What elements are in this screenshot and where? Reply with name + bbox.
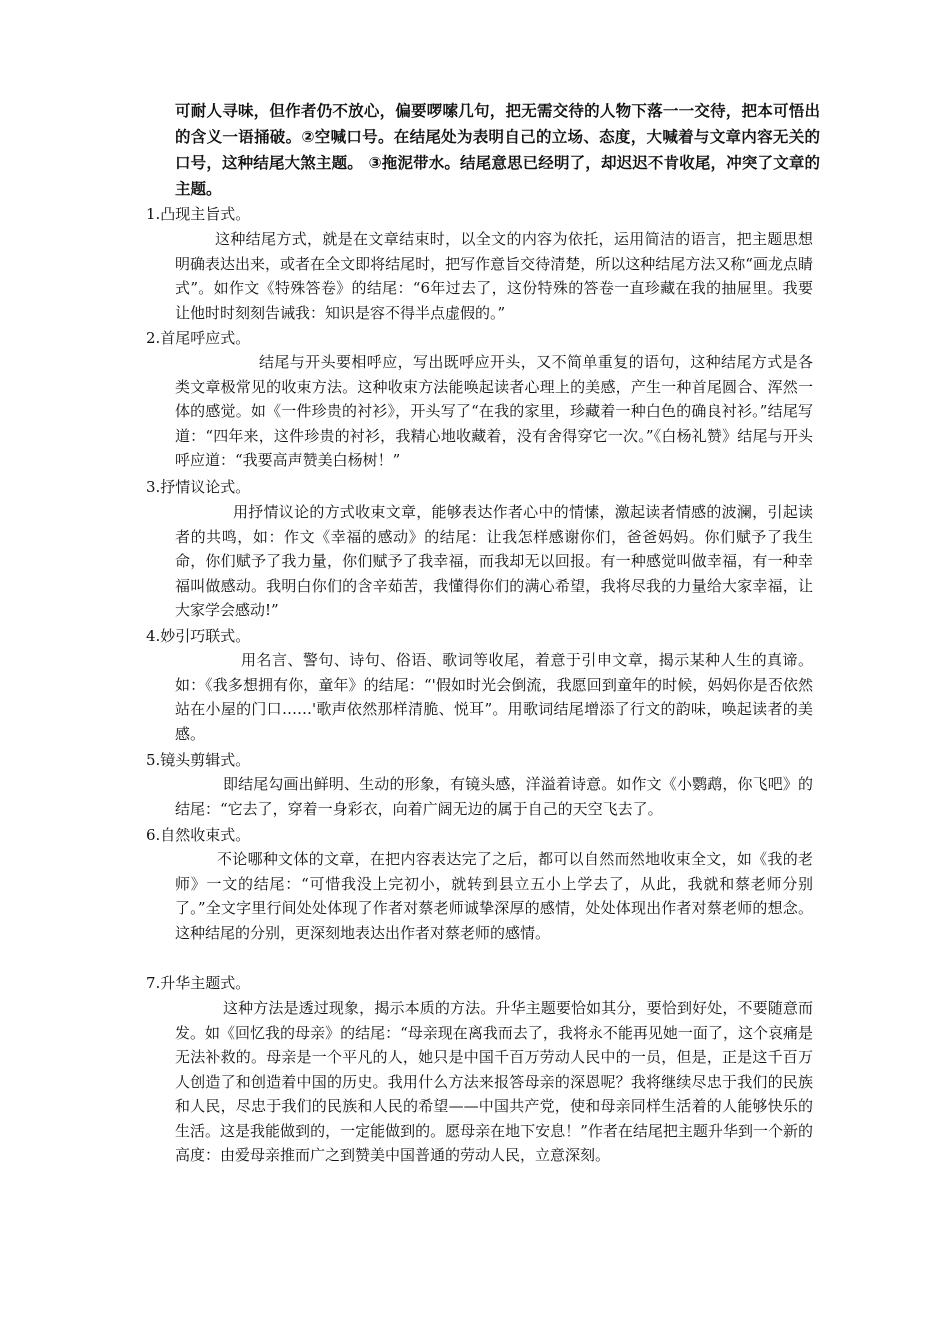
section-heading-2: 2.首尾呼应式。 xyxy=(146,329,251,347)
section-heading-5: 5.镜头剪辑式。 xyxy=(146,751,251,769)
section-heading-7: 7.升华主题式。 xyxy=(146,974,251,992)
section-body-5: 即结尾勾画出鲜明、生动的形象，有镜头感，洋溢着诗意。如作文《小鹦鹉，你飞吧》的结尾：“它去了，穿着一身彩衣，向着广阔无边的属于自己的天空飞去了。 xyxy=(175,775,813,818)
section-body-3: 用抒情议论的方式收束文章，能够表达作者心中的情愫，激起读者情感的波澜，引起读者的共鸣，如：作文《幸福的感动》的结尾：让我怎样感谢你们，爸爸妈妈。你们赋予了我生命，你们赋予了我力量，你们赋予了我幸福，而我却无以回报。有一种感觉叫做幸福，有一种幸福叫做感动。我明白你们的含辛茹苦，我懂得你们的满心希望，我将尽我的力量给大家幸福，让大家学会感动!” xyxy=(175,503,813,619)
section-heading-6: 6.自然收束式。 xyxy=(146,826,251,844)
section-heading-4: 4.妙引巧联式。 xyxy=(146,627,251,645)
section-body-6: 不论哪种文体的文章，在把内容表达完了之后，都可以自然而然地收束全文，如《我的老师》一文的结尾：“可惜我没上完初小，就转到县立五小上学去了，从此，我就和蔡老师分别了。”全文字里行间处处体现了作者对蔡老师诚挚深厚的感情，处处体现出作者对蔡老师的想念。这种结尾的分别，更深刻地表达出作者对蔡老师的感情。 xyxy=(175,850,813,942)
section-body-4: 用名言、警句、诗句、俗语、歌词等收尾，着意于引申文章，揭示某种人生的真谛。如：《我多想拥有你，童年》的结尾：“'假如时光会倒流，我愿回到童年的时候，妈妈你是否依然站在小屋的门口……'歌声依然那样清脆、悦耳”。用歌词结尾增添了行文的韵味，唤起读者的美感。 xyxy=(175,651,813,743)
section-body-1: 这种结尾方式，就是在文章结束时，以全文的内容为依托，运用简洁的语言，把主题思想明确表达出来，或者在全文即将结尾时，把写作意旨交待清楚，所以这种结尾方法又称“画龙点睛式”。如作文《特殊答卷》的结尾：“6年过去了，这份特殊的答卷一直珍藏在我的抽屉里。我要让他时时刻刻告诫我：知识是容不得半点虚假的。” xyxy=(175,230,813,322)
section-body-2: 结尾与开头要相呼应，写出既呼应开头，又不简单重复的语句，这种结尾方式是各类文章极常见的收束方法。这种收束方法能唤起读者心理上的美感，产生一种首尾圆合、浑然一体的感觉。如《一件珍贵的衬衫》，开头写了“在我的家里，珍藏着一种白色的确良衬衫。”结尾写道：“四年来，这件珍贵的衬衫，我精心地收藏着，没有舍得穿它一次。”《白杨礼赞》结尾与开头呼应道：“我要高声赞美白杨树！” xyxy=(175,353,813,469)
section-heading-1: 1.凸现主旨式。 xyxy=(146,205,251,223)
intro-paragraph: 可耐人寻味，但作者仍不放心，偏要啰嗦几句，把无需交待的人物下落一一交待，把本可悟出的含义一语捅破。②空喊口号。在结尾处为表明自己的立场、态度，大喊着与文章内容无关的口号，这种结尾大煞主题。 ③拖泥带水。结尾意思已经明了，却迟迟不肯收尾，冲突了文章的主题。 xyxy=(175,102,820,198)
section-heading-3: 3.抒情议论式。 xyxy=(146,478,251,496)
section-body-7: 这种方法是透过现象，揭示本质的方法。升华主题要恰如其分，要恰到好处，不要随意而发。如《回忆我的母亲》的结尾：“母亲现在离我而去了，我将永不能再见她一面了，这个哀痛是无法补救的。母亲是一个平凡的人，她只是中国千百万劳动人民中的一员，但是，正是这千百万人创造了和创造着中国的历史。我用什么方法来报答母亲的深恩呢？我将继续尽忠于我们的民族和人民，尽忠于我们的民族和人民的希望——中国共产党，使和母亲同样生活着的人能够快乐的生活。这是我能做到的，一定能做到的。愿母亲在地下安息！”作者在结尾把主题升华到一个新的高度：由爱母亲推而广之到赞美中国普通的劳动人民，立意深刻。 xyxy=(175,999,813,1164)
